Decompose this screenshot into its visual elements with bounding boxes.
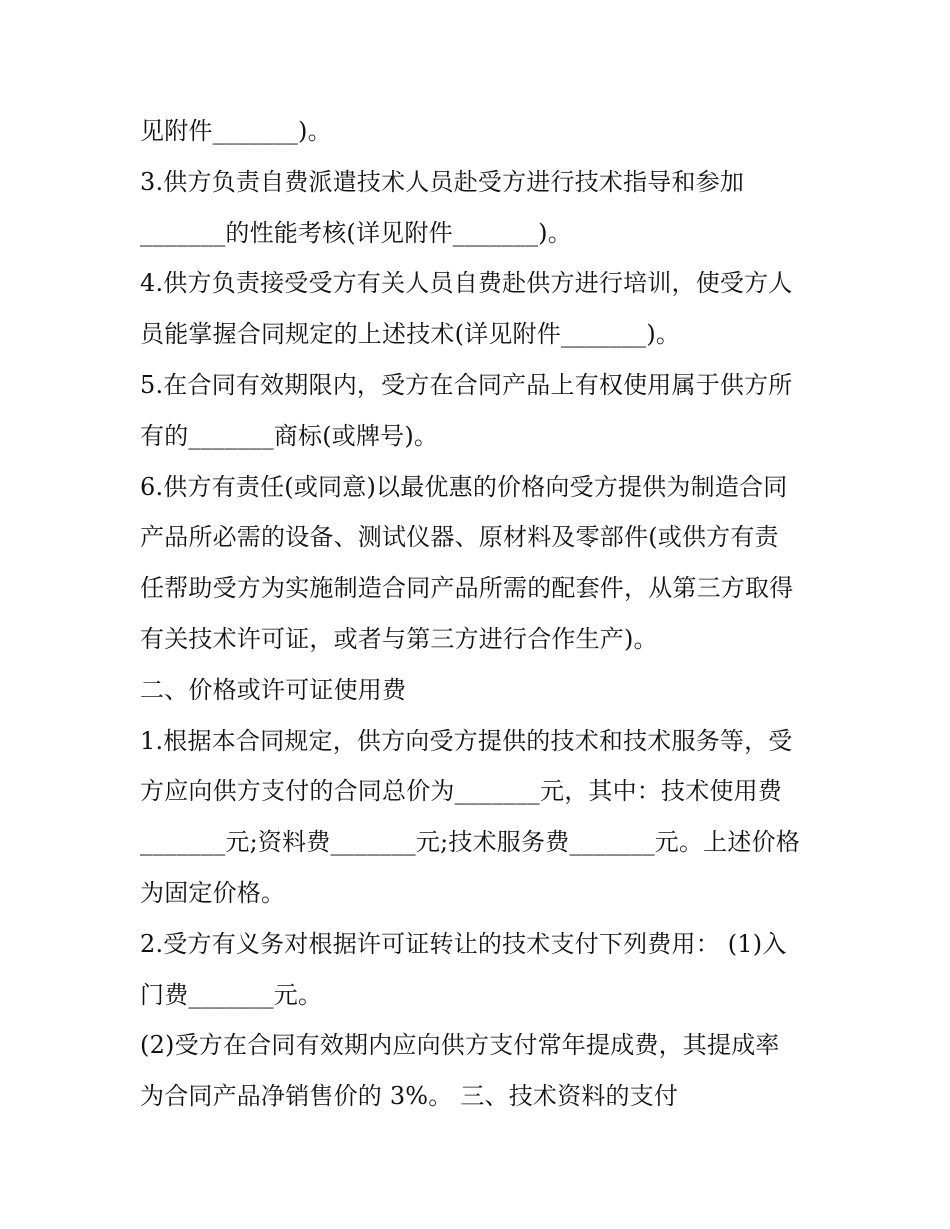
text-line: (2)受方在合同有效期内应向供方支付常年提成费，其提成率 [140,1031,780,1060]
section-heading: 二、价格或许可证使用费 [140,675,407,704]
text-line: 1.根据本合同规定，供方向受方提供的技术和技术服务等，受 [140,726,793,755]
text-line: 有的_______商标(或牌号)。 [140,421,439,450]
text-line: 产品所必需的设备、测试仪器、原材料及零部件(或供方有责 [140,523,779,552]
text-line: 2.受方有义务对根据许可证转让的技术支付下列费用： (1)入 [140,929,787,958]
text-line: 为固定价格。 [140,878,286,907]
text-line: _______的性能考核(详见附件_______)。 [140,218,572,247]
text-line: 有关技术许可证，或者与第三方进行合作生产)。 [140,624,658,653]
text-line: _______元;资料费_______元;技术服务费_______元。上述价格 [140,828,800,857]
text-line: 3.供方负责自费派遣技术人员赴受方进行技术指导和参加 [140,167,745,196]
text-line: 为合同产品净销售价的 3%。 三、技术资料的支付 [140,1082,679,1111]
text-line: 方应向供方支付的合同总价为_______元，其中：技术使用费 [140,777,782,806]
text-line: 员能掌握合同规定的上述技术(详见附件_______)。 [140,320,681,349]
text-line: 门费_______元。 [140,980,323,1009]
text-line: 4.供方负责接受受方有关人员自费赴供方进行培训，使受方人 [140,269,793,298]
document-body [140,106,830,1122]
text-line: 见附件_______)。 [140,117,332,145]
text-line: 5.在合同有效期限内，受方在合同产品上有权使用属于供方所 [140,370,793,399]
text-line: 任帮助受方为实施制造合同产品所需的配套件，从第三方取得 [140,574,794,603]
text-line: 6.供方有责任(或同意)以最优惠的价格向受方提供为制造合同 [140,472,788,501]
